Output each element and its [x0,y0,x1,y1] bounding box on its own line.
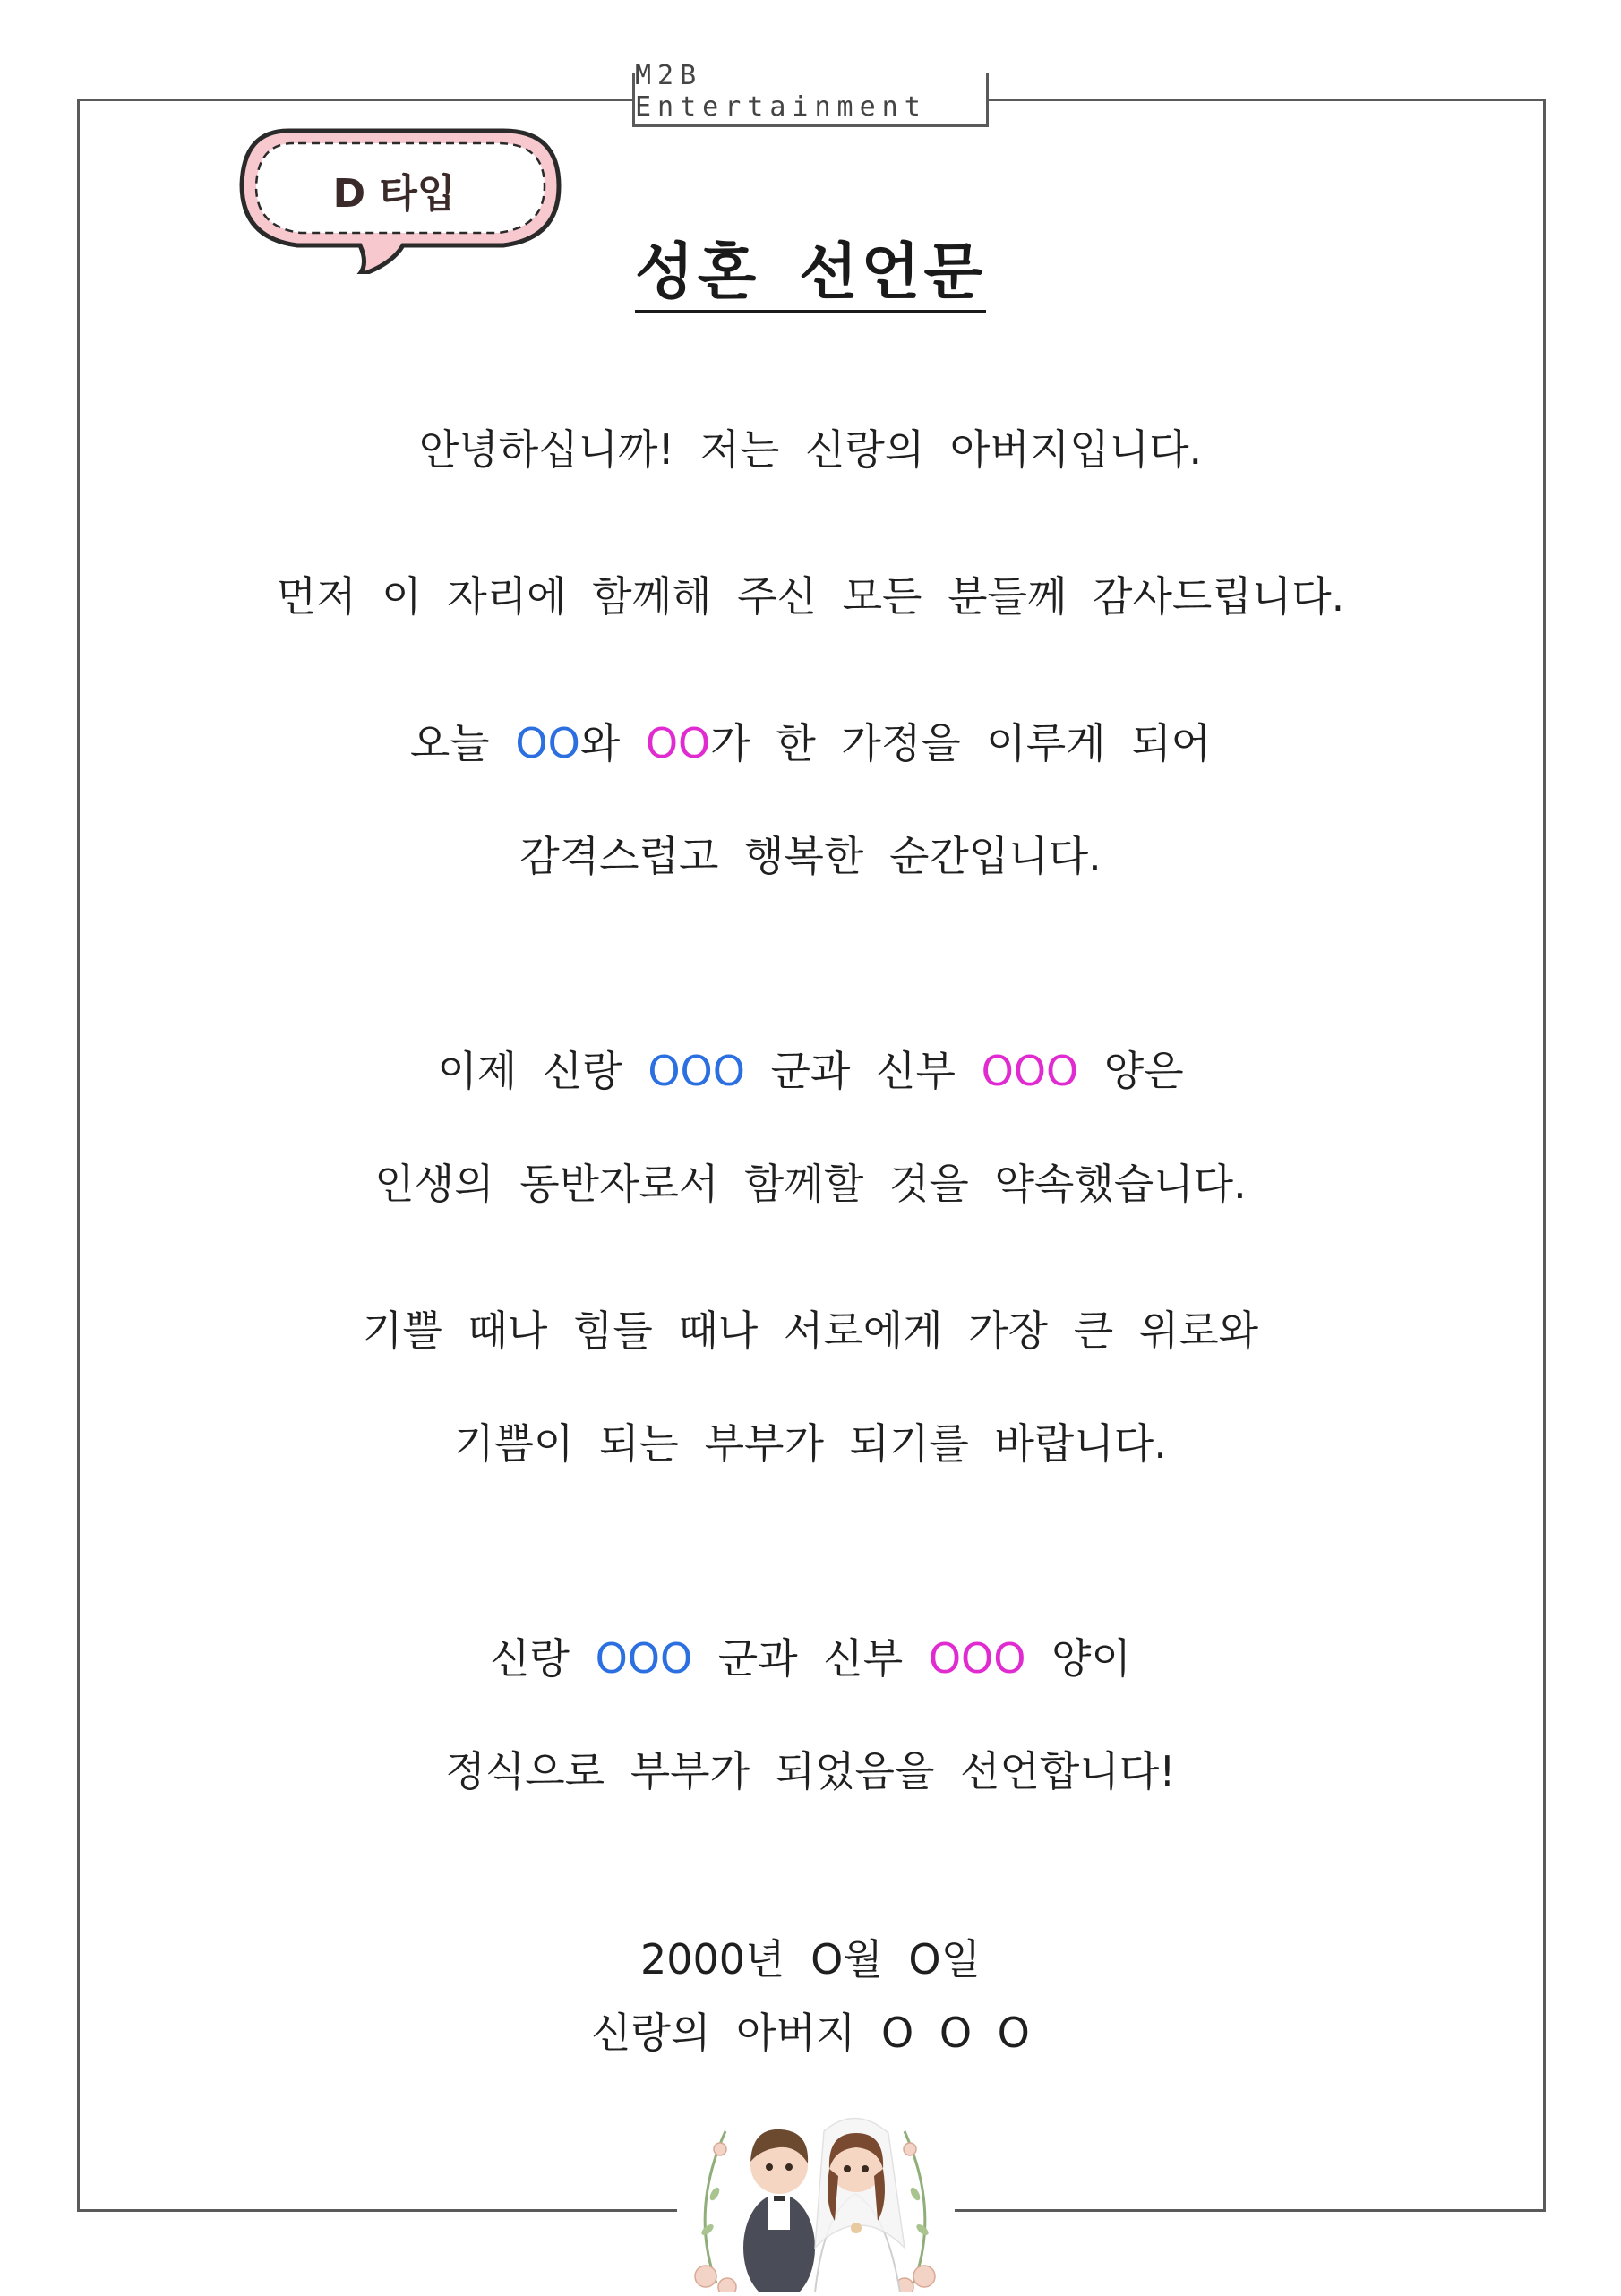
text-segment: 가 한 가정을 이루게 되어 [710,719,1212,767]
text-segment: 신랑 [490,1634,596,1683]
bride-name-placeholder: OO [645,719,711,767]
text-segment: 이제 신랑 [437,1047,648,1095]
declaration-line-1 [0,1626,1621,1685]
text-segment: 양은 [1078,1047,1184,1095]
signature-line: 신랑의 아버지 O O O [591,2009,1030,2057]
text-segment: 양이 [1025,1634,1131,1683]
moment-line: 감격스럽고 행복한 순간입니다. [519,832,1102,880]
wish-line-1: 기쁠 때나 힘들 때나 서로에게 가장 큰 위로와 [362,1306,1259,1355]
promise-line: 인생의 동반자로서 함께할 것을 약속했습니다. [374,1160,1247,1208]
groom-full-name-placeholder: OOO [648,1047,745,1095]
date-line: 2000년 O월 O일 [639,1935,982,1983]
badge-label: D 타입 [332,171,456,217]
brand-tab [632,59,989,127]
bride-full-name-placeholder: OOO [928,1634,1026,1683]
wedding-couple-illustration-icon [681,2069,949,2292]
bride-full-name-placeholder: OOO [981,1047,1079,1095]
brand-name: M2B Entertainment [635,59,927,123]
groom-name-placeholder: OO [515,719,580,767]
greeting-line: 안녕하십니까! 저는 신랑의 아버지입니다. [418,425,1203,474]
groom-full-name-placeholder: OOO [595,1634,693,1683]
text-segment: 군과 신부 [744,1047,982,1095]
page-title [0,224,1621,311]
thanks-line: 먼저 이 자리에 함께해 주신 모든 분들께 감사드립니다. [276,572,1345,621]
declaration-line-2: 정식으로 부부가 되었음을 선언합니다! [445,1747,1176,1795]
title-text: 성혼 선언문 [635,237,986,313]
couple-line [0,1039,1621,1098]
text-segment: 오늘 [409,719,516,767]
text-segment: 군과 신부 [692,1634,929,1683]
wish-line-2: 기쁨이 되는 부부가 되기를 바랍니다. [454,1419,1167,1468]
text-segment: 와 [579,719,646,767]
announcement-line [0,711,1621,770]
